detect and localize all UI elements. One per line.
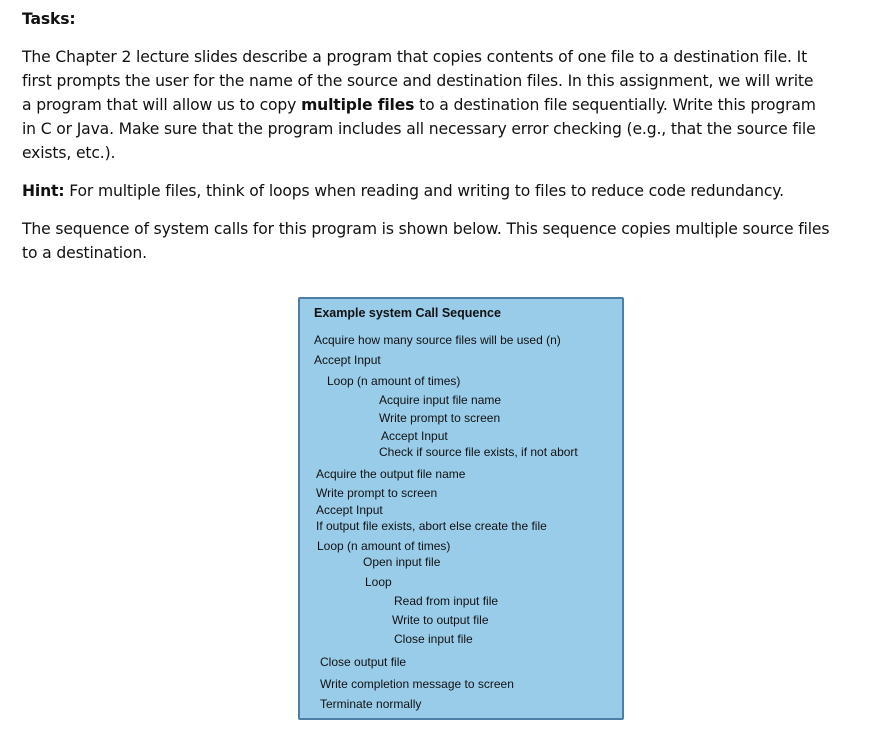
sequence-step: Acquire how many source files will be used (n) bbox=[314, 333, 561, 347]
sequence-step: Acquire input file name bbox=[379, 393, 502, 407]
paragraph1-line3-prefix: a program that will allow us to copy bbox=[22, 96, 302, 114]
sequence-step: Loop bbox=[365, 575, 392, 589]
sequence-step: Accept Input bbox=[314, 353, 381, 367]
sequence-step: Loop (n amount of times) bbox=[327, 374, 461, 388]
paragraph1-line5: exists, etc.). bbox=[22, 144, 116, 162]
paragraph1-line1: The Chapter 2 lecture slides describe a program that copies contents of one file to a destination file. It bbox=[22, 48, 808, 66]
sequence-step: If output file exists, abort else create the file bbox=[316, 519, 547, 533]
sequence-step: Read from input file bbox=[394, 594, 499, 608]
sequence-step: Close input file bbox=[394, 632, 473, 646]
multiple-files-emphasis: multiple files bbox=[301, 96, 415, 114]
hint-line bbox=[22, 182, 784, 200]
sequence-step: Accept Input bbox=[381, 429, 448, 443]
sequence-step: Write prompt to screen bbox=[379, 411, 501, 425]
sequence-step: Write prompt to screen bbox=[316, 486, 438, 500]
paragraph1-line2: first prompts the user for the name of the source and destination files. In this assignment, we will write bbox=[22, 72, 814, 90]
sequence-step: Check if source file exists, if not abort bbox=[379, 445, 578, 459]
paragraph2-line1: The sequence of system calls for this program is shown below. This sequence copies multiple source files bbox=[22, 220, 830, 238]
paragraph1-line3 bbox=[22, 96, 816, 114]
sequence-step: Accept Input bbox=[316, 503, 383, 517]
hint-text: For multiple files, think of loops when reading and writing to files to reduce code redundancy. bbox=[64, 182, 784, 200]
sequence-step: Terminate normally bbox=[320, 697, 422, 711]
paragraph1-line3-suffix: to a destination file sequentially. Write this program bbox=[414, 96, 816, 114]
sequence-step: Write completion message to screen bbox=[320, 677, 514, 691]
paragraph2-line2: to a destination. bbox=[22, 244, 147, 262]
sequence-box-title: Example system Call Sequence bbox=[314, 306, 501, 320]
sequence-step: Close output file bbox=[320, 655, 407, 669]
tasks-heading: Tasks: bbox=[22, 10, 76, 28]
sequence-step: Loop (n amount of times) bbox=[317, 539, 451, 553]
sequence-step: Write to output file bbox=[392, 613, 489, 627]
paragraph1-line4: in C or Java. Make sure that the program includes all necessary error checking (e.g., that the source file bbox=[22, 120, 816, 138]
hint-label: Hint: bbox=[22, 182, 65, 200]
sequence-step: Open input file bbox=[363, 555, 441, 569]
sequence-step: Acquire the output file name bbox=[316, 467, 466, 481]
